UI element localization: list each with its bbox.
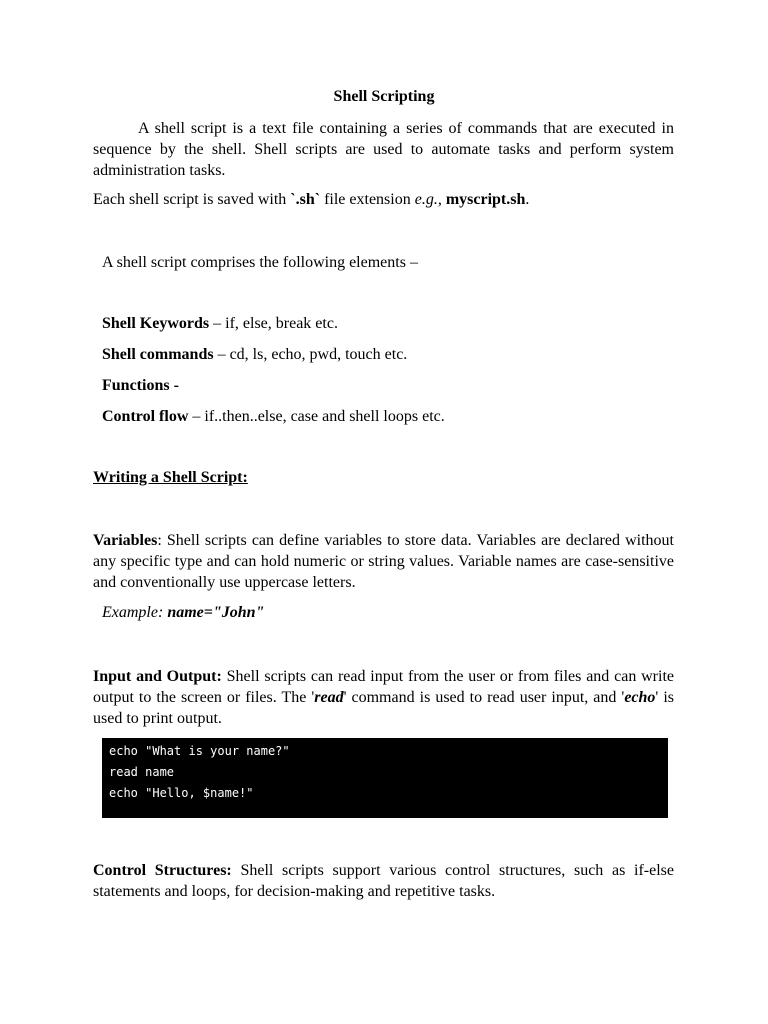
writing-heading: Writing a Shell Script:	[93, 469, 248, 486]
element-item	[102, 346, 407, 364]
element-item	[102, 315, 338, 333]
control-term: Control Structures:	[93, 862, 232, 879]
variables-paragraph	[93, 530, 674, 593]
example-code: name="John"	[167, 604, 265, 621]
intro-paragraph: A shell script is a text file containing a series of commands that are executed in sequence by the shell. Shell scripts are used to automate tasks and perform system administration tasks.	[93, 120, 674, 179]
element-desc: – if, else, break etc.	[209, 315, 338, 332]
control-paragraph	[93, 860, 674, 902]
extension-ext: `.sh`	[290, 191, 321, 208]
variables-term: Variables	[93, 532, 158, 549]
extension-filename: myscript.sh	[445, 191, 526, 208]
extension-middle: file extension	[320, 191, 415, 208]
element-term: Shell Keywords	[102, 315, 210, 332]
element-term: Shell commands	[102, 346, 214, 363]
element-term: Control flow	[102, 408, 189, 425]
io-text3: ' is used to print output.	[93, 689, 675, 727]
io-echo: echo	[624, 689, 656, 706]
element-desc: – cd, ls, echo, pwd, touch etc.	[213, 346, 408, 363]
code-line: read name	[109, 765, 175, 779]
page-title: Shell Scripting	[333, 88, 435, 105]
io-text2: ' command is used to read user input, and '	[343, 689, 625, 706]
code-block	[102, 738, 668, 818]
extension-paragraph	[93, 191, 529, 209]
element-item	[102, 377, 179, 395]
extension-eg: e.g.,	[414, 191, 442, 208]
io-paragraph	[93, 666, 674, 729]
code-line: echo "What is your name?"	[109, 744, 290, 758]
variables-example	[102, 604, 264, 622]
element-item	[102, 408, 445, 426]
element-term: Functions -	[102, 377, 179, 394]
extension-prefix: Each shell script is saved with	[93, 191, 291, 208]
example-label: Example:	[102, 604, 168, 621]
extension-suffix: .	[525, 191, 530, 208]
code-line: echo "Hello, $name!"	[109, 786, 254, 800]
control-text: Shell scripts support various control structures, such as if-else statements and loops, for decision-making and repetitive tasks.	[93, 862, 675, 900]
variables-text: : Shell scripts can define variables to store data. Variables are declared without any specific type and can hold numeric or string values. Variable names are case-sensitive and conventionally use uppercase letters.	[93, 532, 674, 591]
elements-intro: A shell script comprises the following elements –	[102, 254, 418, 271]
io-text1: Shell scripts can read input from the user or from files and can write output to the screen or files. The '	[93, 668, 675, 706]
io-term: Input and Output:	[93, 668, 222, 685]
io-read: read	[314, 689, 344, 706]
element-desc: – if..then..else, case and shell loops etc.	[188, 408, 445, 425]
